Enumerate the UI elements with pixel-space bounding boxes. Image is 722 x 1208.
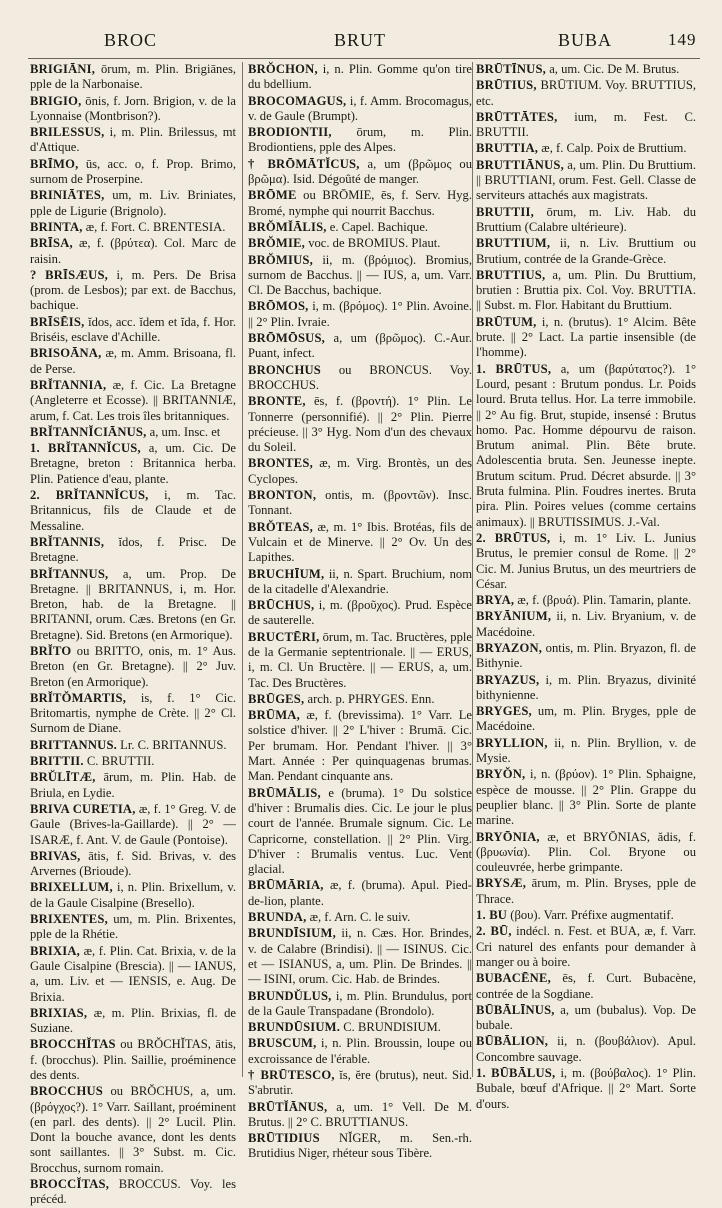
header-left-guideword: BROC [104,30,158,50]
dictionary-entry [476,78,696,109]
dictionary-entry [30,62,236,93]
column-1 [30,62,237,1207]
entry-definition: a, um. Cic. De M. Brutus. [549,62,680,76]
entry-headword: BRŪMA, [248,708,300,723]
entry-definition: ium, m. Fest. C. BRUTTII. [476,109,696,140]
entry-headword: BRIXENTES, [30,912,108,927]
entry-headword: BRŪTĪNUS, [476,62,547,76]
entry-definition: C. BRUNDISIUM. [343,1020,441,1035]
entry-headword: BRŌME [248,188,297,203]
entry-definition: ōnis, f. Jorn. Brigion, v. de la Lyonnaise (Montbrison?). [30,93,236,123]
dictionary-entry [476,876,696,907]
entry-headword: BRŪMĀRIA, [248,878,324,893]
entry-headword: BROCCHĬTAS [30,1037,116,1052]
entry-headword: BROCCĬTAS, [30,1177,110,1192]
entry-headword: BROCCHUS [30,1084,103,1099]
page-number: 149 [668,30,697,49]
entry-headword: BRŎTEAS, [248,519,313,534]
dictionary-entry [476,268,696,314]
dictionary-entry [476,236,696,267]
entry-headword: BRYŌNIA, [476,829,540,844]
entry-definition: i, m. Plin. Brilessus, mt d'Attique. [30,125,236,155]
header-center-guideword: BRUT [334,30,387,50]
entry-headword: BRIVA CURETIA, [30,801,136,816]
entry-headword: BRĬTANNĬCIĀNUS, [30,424,147,439]
entry-definition: ou BRŌMIE, ēs, f. Serv. Hyg. Bromé, nymphe qui nourrit Bacchus. [248,188,472,218]
dictionary-entry [476,704,696,735]
dictionary-entry [30,125,236,156]
entry-headword: BRIGIĀNI, [30,62,96,76]
entry-definition: ārum, m. Plin. Bryses, pple de Thrace. [476,876,696,906]
dictionary-entry [248,220,472,235]
entry-definition: æ, f. Arn. C. le suiv. [309,910,411,925]
entry-definition: æ, f. 1° Greg. V. de Gaule (Brives-la-Gaillarde). || 2° — ISARÆ, f. Ant. V. de Gaule (Pontoise). [30,801,236,847]
entry-headword: BRŎMIUS, [248,252,313,267]
entry-definition: æ, f. Plin. Cat. Brixia, v. de la Gaule Cisalpine (Brescia). || — IANUS, a, um. Liv. et — IENSIS, e. Aug. De Brixia. [30,943,236,1004]
entry-headword: BROCOMAGUS, [248,93,347,108]
entry-definition: i, n. Plin. Gomme qu'on tire du bdellium. [248,62,472,92]
dictionary-entry [476,609,696,640]
dictionary-entry [30,644,236,690]
entry-definition: e. Capel. Bachique. [329,219,429,234]
dictionary-entry [476,908,696,923]
dictionary-entry [476,641,696,672]
entry-definition: a, um (βρῶμος ou βρῶμα). Isid. Dégoûté de manger. [248,156,472,187]
entry-headword: BRYĀNIUM, [476,609,552,624]
dictionary-entry [476,736,696,767]
entry-headword: BŪBĀLĪNUS, [476,1002,555,1017]
dictionary-entry [476,593,696,608]
entry-headword: BRONTON, [248,488,317,503]
entry-definition: C. BRUTTII. [86,754,155,769]
dictionary-entry [248,630,472,691]
entry-headword: BRŪMĀLIS, [248,785,321,800]
entry-definition: æ, m. 1° Ibis. Brotéas, fils de Vulcain et de Minerve. || 2° Ov. Un des Lapithes. [248,519,472,565]
dictionary-entry [248,125,472,156]
entry-definition: ūs, acc. o, f. Prop. Brimo, surnom de Proserpine. [30,156,236,187]
dictionary-entry [476,205,696,236]
entry-headword: BRUCTĒRI, [248,629,320,644]
entry-headword: BRĬTANNIS, [30,534,105,549]
dictionary-entry [30,1084,236,1176]
dictionary-entry [248,188,472,219]
entry-definition: a, um. Cic. De Bretagne, breton : Britannica herba. Plin. Patience d'eau, plante. [30,441,237,486]
dictionary-entry [30,236,236,267]
entry-headword: BRYGES, [476,704,532,719]
entry-definition: æ, f. Cic. La Bretagne (Angleterre et Ecosse). || BRITANNIÆ, arum, f. Cat. Les trois îles britanniques. [30,377,236,423]
entry-definition: ou BRITTO, onis, m. 1° Aus. Breton (en Gr. Bretagne). || 2° Juv. Breton (en Armorique). [30,643,236,689]
entry-headword: BRIVAS, [30,848,81,863]
entry-headword: BRŪCHUS, [248,598,315,613]
entry-definition: ii, n. Liv. Bryanium, v. de Macédoine. [476,609,696,639]
entry-headword: BRUNDŪSIUM. [248,1020,341,1035]
entry-headword: BRUNDŬLUS, [248,988,332,1003]
entry-headword: BRYAZON, [476,640,543,655]
entry-definition: æ, m. Virg. Brontès, un des Cyclopes. [248,456,472,486]
entry-definition: ōrum, m. Liv. Hab. du Bruttium (Calabre ultérieure). [476,204,697,234]
entry-headword: 2. BRŪTUS, [476,530,551,545]
dictionary-entry [248,488,472,519]
entry-definition: a, um. Insc. et [149,424,221,439]
column-2 [248,62,473,1161]
entry-headword: BRINTA, [30,219,83,234]
dictionary-entry [248,567,472,598]
dictionary-entry [248,989,472,1020]
entry-headword: BRINIĀTES, [30,188,105,203]
entry-definition: ou BRONCUS. Voy. BROCCHUS. [248,362,472,392]
dictionary-entry [476,110,696,141]
dictionary-entry [248,1131,472,1162]
dictionary-entry [248,708,472,784]
entry-definition: NĬGER, m. Sen.-rh. Brutidius Niger, rhéteur sous Tibère. [248,1131,472,1161]
dictionary-entry [30,691,236,737]
dictionary-entry [248,926,472,987]
entry-headword: BRŌMOS, [248,299,309,314]
dictionary-entry [476,62,696,77]
column-separator [472,62,473,1077]
entry-definition: ii, n. Spart. Bruchium, nom de la citadelle d'Alexandrie. [248,566,472,596]
entry-definition: ii, n. Cæs. Hor. Brindes, v. de Calabre (Brindisi). || — ISINUS. Cic. et — ISIANUS, a, um. Plin. De Brindes. || — ISINI, orum. Cic. Hab. de Brindes. [248,926,472,987]
entry-headword: BRUNDĪSIUM, [248,926,336,941]
dictionary-entry [248,363,472,394]
header-right-guideword: BUBA [558,30,613,50]
entry-definition: æ, m. Amm. Brisoana, fl. de Perse. [30,346,237,376]
entry-definition: ontis, m. Plin. Bryazon, fl. de Bithynie. [476,640,696,671]
dictionary-entry [30,441,236,487]
dictionary-entry [248,157,472,188]
dictionary-entry [248,236,472,251]
entry-headword: BRYLLION, [476,735,548,750]
entry-definition: a, um (βρῶμος). C.-Aur. Puant, infect. [248,331,472,361]
entry-definition: ii, n. Liv. Bruttium ou Brutium, contrée de la Grande-Grèce. [476,236,696,266]
entry-definition: a, um (bubalus). Vop. De bubale. [476,1002,697,1033]
entry-headword: 2. BŪ, [476,924,512,939]
dictionary-entry [30,1006,236,1037]
dictionary-entry [30,488,236,534]
dictionary-entry [248,878,472,909]
entry-headword: BRŪTTĀTES, [476,109,558,124]
entry-headword: BRIGIO, [30,93,82,108]
entry-definition: æ, f. (βρυά). Plin. Tamarin, plante. [517,593,692,608]
entry-definition: æ, f. (bruma). Apul. Pied-de-lion, plante. [248,878,472,908]
dictionary-entry [476,362,696,530]
entry-headword: BRŪTUM, [476,314,537,329]
dictionary-entry [30,346,236,377]
entry-headword: BRIXELLUM, [30,880,113,895]
entry-definition: ontis, m. (βροντῶν). Insc. Tonnant. [248,488,472,518]
column-3 [476,62,697,1111]
entry-definition: ārum, m. Plin. Hab. de Briula, en Lydie. [30,770,237,800]
dictionary-entry [476,1034,696,1065]
dictionary-entry [476,1066,696,1112]
entry-definition: ātis, f. Sid. Brivas, v. des Arvernes (Brioude). [30,848,236,879]
dictionary-entry [248,692,472,707]
entry-headword: BRONCHUS [248,362,321,377]
entry-definition: i, m. 1° Liv. L. Junius Brutus, le premier consul de Rome. || 2° Cic. M. Junius Brutus, un des meurtriers de César. [476,530,696,591]
entry-definition: i, n. (βρύον). 1° Plin. Sphaigne, espèce de mousse. || 2° Plin. Grappe du peuplier blanc. || 3° Plin. Sorte de plante marine. [476,767,696,828]
entry-definition: i, n. Plin. Brixellum, v. de la Gaule Cisalpine (Bresello). [30,880,236,910]
entry-headword: BRŎMĬĀLIS, [248,219,327,234]
dictionary-entry [476,531,696,592]
dictionary-entry [248,394,472,455]
entry-headword: BŪBĀLION, [476,1034,549,1049]
entry-headword: BRĬTŎMARTIS, [30,690,127,705]
entry-definition: i, m. Tac. Britannicus, fils de Claude et de Messaline. [30,488,236,533]
dictionary-entry [30,1177,236,1208]
dictionary-entry [248,94,472,125]
dictionary-entry [248,62,472,93]
entry-definition: ĭdos, acc. ĭdem et ĭda, f. Hor. Briséis, esclave d'Achille. [30,314,237,345]
entry-headword: BRYSÆ, [476,876,527,891]
entry-definition: ēs, f. Curt. Bubacène, contrée de la Sogdiane. [476,971,696,1001]
entry-definition: i, m. (βροῦχος). Prud. Espèce de sauterelle. [248,598,472,628]
entry-headword: BRYA, [476,593,515,608]
entry-headword: 1. BRŪTUS, [476,361,552,376]
dictionary-entry [30,1037,236,1083]
entry-definition: arch. p. PHRYGES. Enn. [307,691,435,706]
entry-headword: 2. BRĬTANNĬCUS, [30,488,149,503]
dictionary-entry [30,849,236,880]
entry-headword: BRUTTIA, [476,141,539,156]
entry-headword: BRITTANNUS. [30,737,117,752]
entry-definition: i, n. (brutus). 1° Alcim. Bête brute. || 2° Lact. La partie insensible (de l'homme). [476,314,696,360]
entry-headword: BRŬLĪTÆ, [30,770,96,785]
dictionary-entry [248,299,472,330]
entry-definition: a, um. Prop. De Bretagne. || BRITANNUS, i, m. Hor. Breton, hab. de la Bretagne. || BRITANNI, orum. Cæs. Bretons (en Gr. Bretagne). Sid. Bretons (en Armorique). [30,566,236,642]
entry-definition: i, m. Pers. De Brisa (prom. de Lesbos); par ext. de Bacchus, bachique. [30,267,236,313]
dictionary-entry [30,378,236,424]
dictionary-entry [476,924,696,970]
entry-definition: æ, f. Fort. C. BRENTESIA. [85,219,226,234]
entry-headword: BRŎMIE, [248,236,306,251]
entry-definition: i, f. Amm. Brocomagus, v. de Gaule (Brumpt). [248,93,472,123]
entry-headword: BRONTE, [248,394,306,409]
entry-definition: indécl. n. Fest. et BUA, æ, f. Varr. Cri naturel des enfants pour demander à manger ou à boire. [476,924,696,969]
dictionary-entry [30,754,236,769]
entry-definition: (βου). Varr. Préfixe augmentatif. [510,908,674,923]
entry-headword: BRODIONTII, [248,125,332,140]
entry-definition: æ, f. (brevissima). 1° Varr. Le solstice d'hiver. || 2° L'hiver : Brumā. Cic. Per brumam. Hor. Pendant l'hiver. || 3° Mart. Année : Per quinquagenas brumas. Man. Pendant cinquante ans. [248,708,473,784]
dictionary-entry [30,268,236,314]
dictionary-entry [476,315,696,361]
entry-headword: BRĪSA, [30,236,73,251]
entry-definition: i, m. Plin. Brundulus, port de la Gaule Transpadane (Brondolo). [248,988,473,1018]
entry-headword: † BRŌMĀTĬCUS, [248,156,360,171]
entry-headword: BRĬTANNUS, [30,566,109,581]
entry-definition: BRŪTIUM. Voy. BRUTTIUS, etc. [476,78,696,108]
entry-headword: BRYŎN, [476,767,526,782]
entry-headword: BRŪTIUS, [476,78,537,93]
column-separator [242,62,243,1077]
entry-definition: Lr. C. BRITANNUS. [120,737,227,752]
entry-headword: BRUNDA, [248,910,307,925]
entry-headword: BRUTTIUS, [476,267,546,282]
dictionary-entry [476,673,696,704]
entry-definition: ii, m. (βρόμιος). Bromius, surnom de Bacchus. || — IUS, a, um. Varr. Cl. De Bacchus, bachique. [248,252,472,298]
entry-headword: BRŌMŌSUS, [248,331,326,346]
dictionary-entry [248,520,472,566]
dictionary-entry [248,910,472,925]
dictionary-entry [30,535,236,566]
header-rule [28,58,700,59]
dictionary-entry [30,912,236,943]
entry-headword: 1. BRĬTANNĬCUS, [30,441,141,456]
entry-definition: voc. de BROMIUS. Plaut. [308,236,441,251]
entry-definition: æ, m. Plin. Brixias, fl. de Suziane. [30,1005,237,1036]
dictionary-entry [248,598,472,629]
entry-headword: BRYAZUS, [476,672,540,687]
dictionary-entry [476,971,696,1002]
dictionary-entry [476,158,696,204]
entry-headword: BUBACĒNE, [476,971,551,986]
entry-definition: i, m. Plin. Bryazus, divinité bithynienne. [476,672,697,702]
entry-definition: a, um. Plin. Du Bruttium, brutien : Bruttia pix. Col. Voy. BRUTTIA. || Subst. m. Flor. Habitant du Bruttium. [476,267,696,313]
entry-headword: 1. BU [476,908,508,923]
entry-definition: BROCCUS. Voy. les précéd. [30,1177,236,1207]
entry-definition: a, um (βαρύτατος?). 1° Lourd, pesant : Brutum pondus. Lr. Poids lourd. Bruta tellus. Hor. La terre immobile. || 2° Au fig. Brut, stupide, insensé : Brutus homo. Pac. Homme dépourvu de raison. Brutum animal. Plin. Bête brute. Adolescentia bruta. Sen. Jeunesse inepte. Brutum scitum. Prud. Décret absurde. || 3° Bruta fulmina. Plin. Foudres inertes. Bruta pira. Plin. Poires velues (comme certains animaux). || BRUTISSIMUS. J.-Val. [476,361,696,529]
entry-headword: BRUTTIUM, [476,236,551,251]
entry-definition: æ, f. Calp. Poix de Bruttium. [541,141,687,156]
entry-definition: i, m. (βούβαλος). 1° Plin. Bubale, bœuf d'Afrique. || 2° Mart. Sorte d'ours. [476,1066,696,1111]
entry-definition: ou BRŎCHUS, a, um. (βρόγχος?). 1° Varr. Saillant, proéminent (en parl. des dents). || 2° Lucil. Plin. Dont la bouche avance, dont les dents sont saillantes. || 3° Subst. m. Cic. Brocchus, surnom romain. [30,1084,236,1175]
dictionary-entry [30,220,236,235]
entry-definition: ii, n. Plin. Bryllion, v. de Mysie. [476,735,696,766]
entry-definition: um, m. Plin. Bryges, pple de Macédoine. [476,704,696,734]
dictionary-entry [30,315,236,346]
running-header [0,30,722,54]
entry-headword: BRŪTIDIUS [248,1131,320,1146]
dictionary-entry [30,880,236,911]
entry-definition: i, m. (βρόμος). 1° Plin. Avoine. || 2° Plin. Ivraie. [248,299,472,329]
entry-headword: BRILESSUS, [30,125,105,140]
entry-definition: ou BRŎCHĬTAS, ātis, f. (brocchus). Plin. Saillie, proéminence des dents. [30,1037,236,1082]
entry-definition: ōrum, m. Plin. Brodiontiens, pple des Alpes. [248,125,472,155]
dictionary-entry [248,786,472,878]
entry-headword: BRIXIA, [30,943,81,958]
entry-headword: BRĪSĒIS, [30,314,85,329]
entry-definition: æ, f. (βρύτεα). Col. Marc de raisin. [30,236,236,266]
entry-definition: æ, et BRYŌNIAS, ădis, f. (βρυωνία). Plin. Col. Bryone ou couleuvrée, herbe grimpante. [476,829,696,875]
entry-headword: 1. BŪBĀLUS, [476,1066,556,1080]
entry-definition: i, n. Plin. Broussin, loupe ou excroissance de l'érable. [248,1036,472,1066]
entry-definition: ōrum, m. Tac. Bructères, pple de la Germanie septentrionale. || — ERUS, i, m. Cl. Un Bructère. || — ERUS, a, um. Tac. Des Bructères. [248,629,472,690]
entry-headword: BRŪTĬĀNUS, [248,1099,328,1114]
dictionary-entry [248,1036,472,1067]
entry-headword: BRISOĀNA, [30,346,102,361]
entry-headword: BRUSCUM, [248,1036,317,1051]
dictionary-entry [30,738,236,753]
entry-definition: ii, n. (βουβάλιον). Apul. Concombre sauvage. [476,1034,696,1064]
entry-definition: ĭs, ĕre (brutus), neut. Sid. S'abrutir. [248,1068,472,1098]
dictionary-entry [30,157,236,188]
dictionary-entry [476,830,696,876]
dictionary-entry [30,944,236,1005]
dictionary-entry [476,141,696,156]
dictionary-entry [30,802,236,848]
dictionary-entry [476,1003,696,1034]
entry-headword: BRONTES, [248,456,313,471]
entry-headword: ? BRĪSÆUS, [30,267,108,282]
entry-headword: BRITTII. [30,754,84,769]
entry-headword: BRUTTII, [476,204,534,219]
entry-headword: † BRŪTESCO, [248,1068,335,1082]
dictionary-entry [248,253,472,299]
entry-headword: BRUCHĪUM, [248,566,325,581]
dictionary-entry [248,1020,472,1035]
dictionary-entry [248,331,472,362]
entry-headword: BRIXIAS, [30,1005,88,1020]
entry-headword: BRĬTO [30,643,72,658]
entry-definition: e (bruma). 1° Du solstice d'hiver : Brumalis dies. Cic. Le jour le plus court de l'année. Brumale signum. Cic. Le Capricorne, constellation. || 2° Plin. Virg. D'hiver : Brumalis ventus. Luc. Vent glacial. [248,785,472,877]
entry-headword: BRĪMO, [30,156,79,171]
dictionary-entry [30,188,236,219]
entry-definition: a, um. 1° Vell. De M. Brutus. || 2° C. BRUTTIANUS. [248,1099,472,1129]
dictionary-entry [248,1068,472,1099]
entry-definition: ĭdos, f. Prisc. De Bretagne. [30,534,236,565]
entry-headword: BRŎCHON, [248,62,318,76]
entry-definition: um, m. Liv. Briniates, pple de Ligurie (Brignolo). [30,188,236,218]
dictionary-entry [248,1100,472,1131]
entry-definition: um, m. Plin. Brixentes, pple de la Rhétie. [30,912,236,942]
entry-definition: a, um. Plin. Du Bruttium. || BRUTTIANI, orum. Fest. Gell. Classe de serviteurs attachés aux magistrats. [476,157,696,203]
dictionary-entry [30,567,236,643]
entry-definition: ōrum, m. Plin. Brigiānes, pple de la Narbonaise. [30,62,236,92]
entry-headword: BRĬTANNIA, [30,377,107,392]
entry-definition: ēs, f. (βροντή). 1° Plin. Le Tonnerre (personnifié). || 2° Plin. Pierre précieuse. || 3° Hyg. Nom d'un des chevaux du Soleil. [248,394,472,455]
dictionary-entry [30,770,236,801]
entry-headword: BRUTTIĀNUS, [476,157,564,172]
dictionary-entry [248,456,472,487]
dictionary-entry [30,425,236,440]
dictionary-entry [30,94,236,125]
entry-definition: is, f. 1° Cic. Britomartis, nymphe de Crète. || 2° Cl. Surnom de Diane. [30,690,236,736]
entry-headword: BRŪGES, [248,691,305,706]
dictionary-entry [476,767,696,828]
